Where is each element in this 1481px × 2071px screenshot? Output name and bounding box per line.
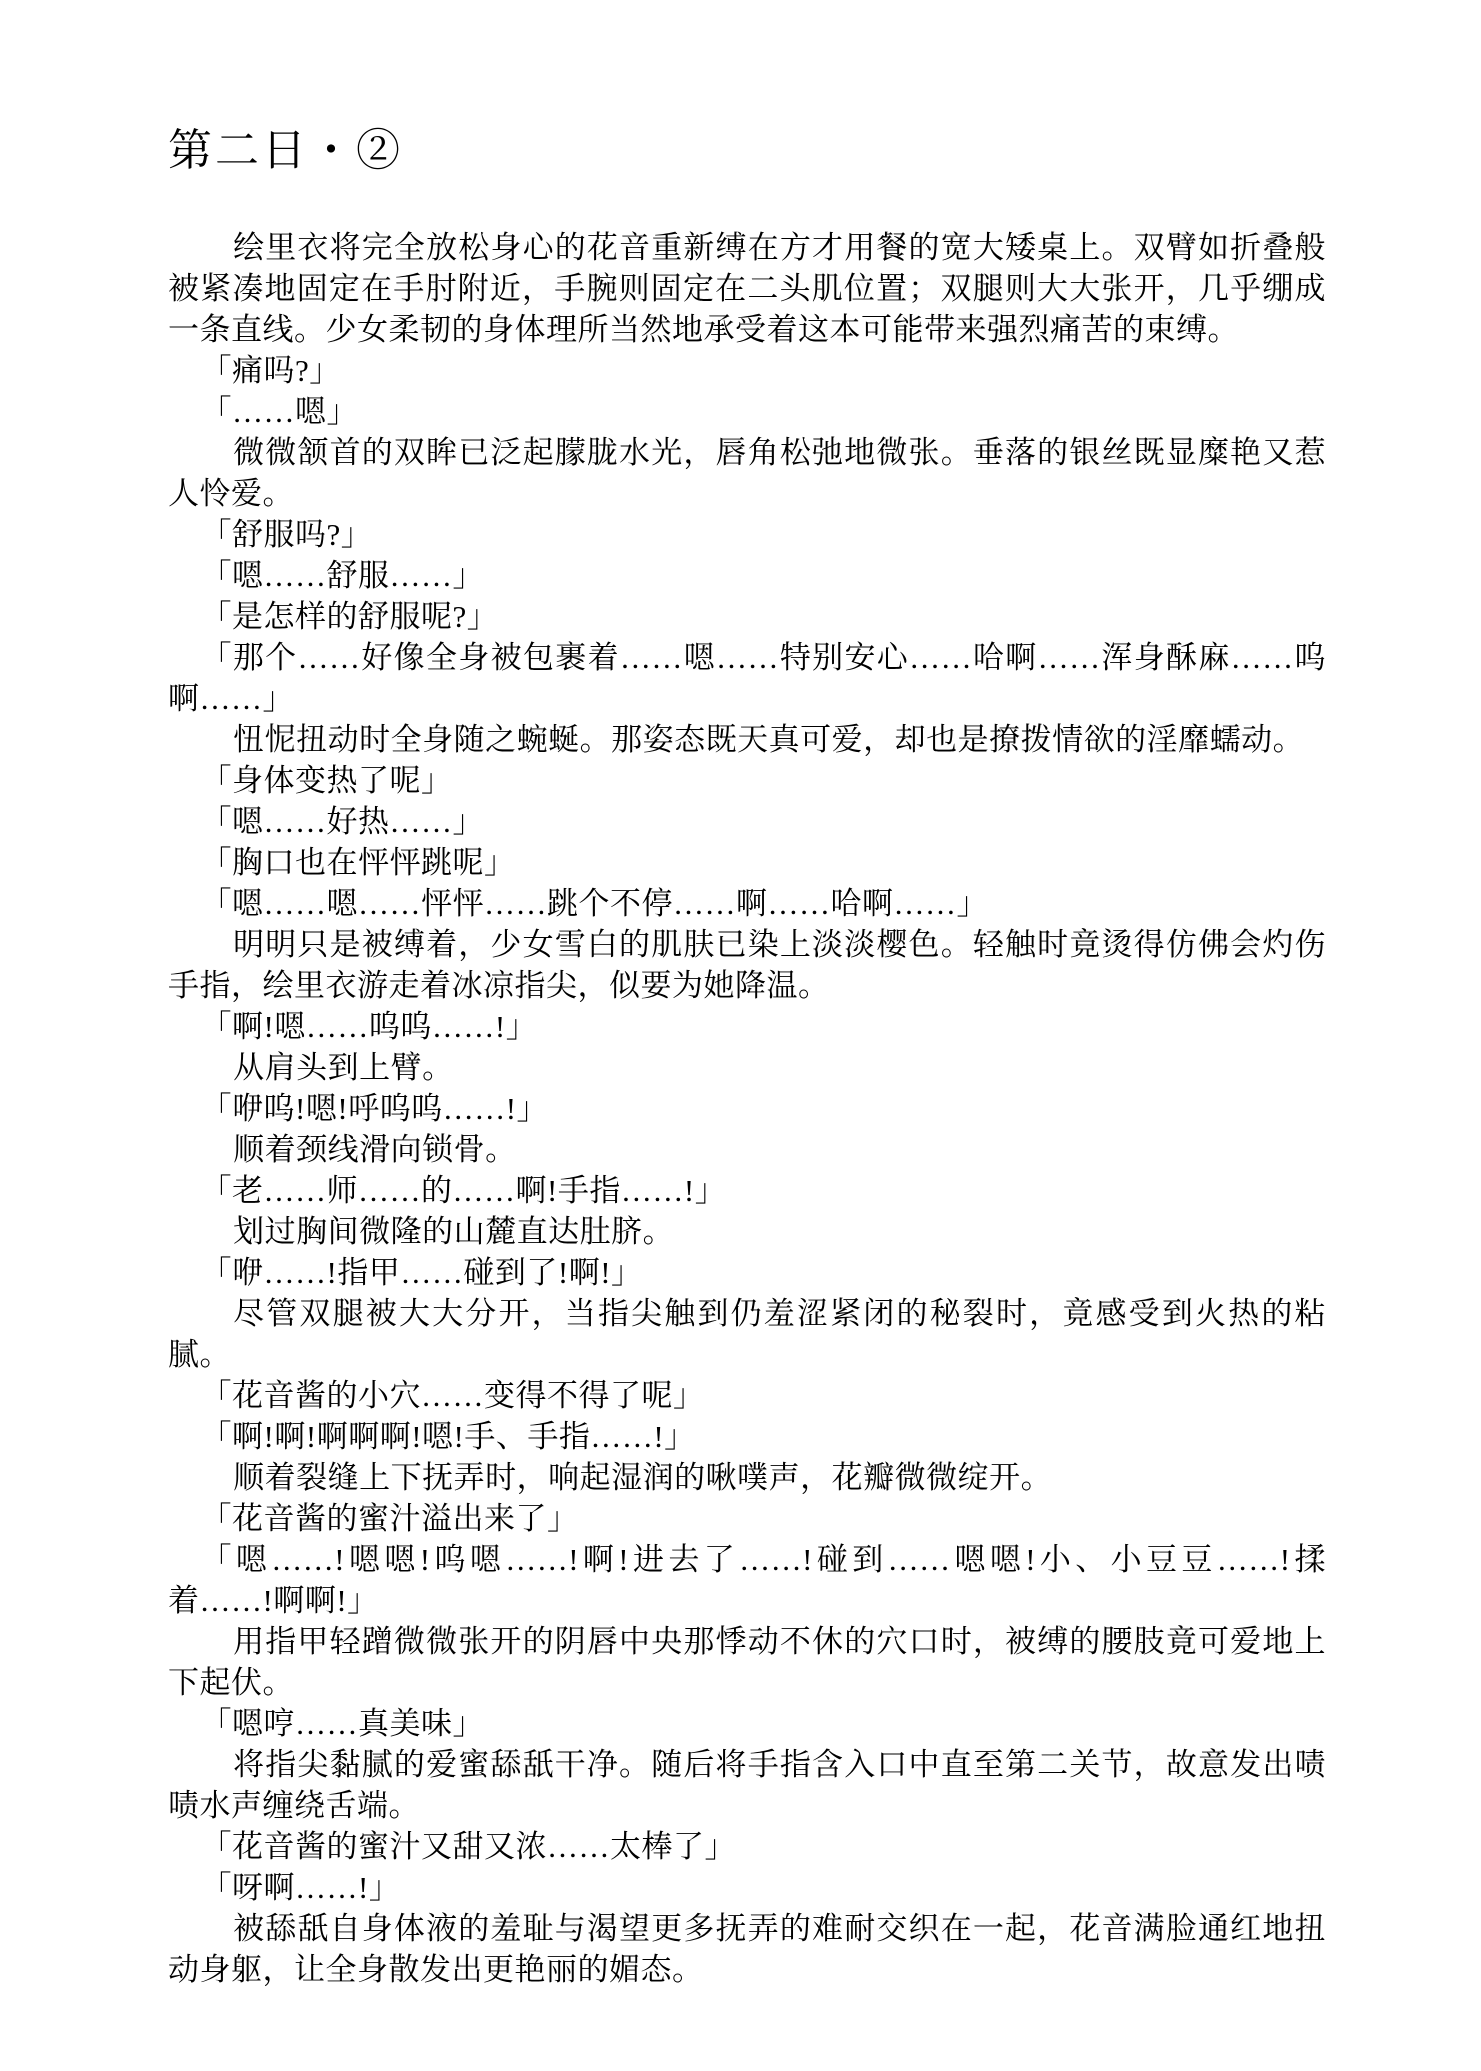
page-body	[168, 227, 1326, 1990]
dialogue-line: 「啊!嗯……呜呜……!」	[200, 1008, 538, 1044]
narration-paragraph: 将指尖黏腻的爱蜜舔舐干净。随后将手指含入口中直至第二关节，故意发出啧啧水声缠绕舌端。	[168, 1746, 1326, 1823]
narration-paragraph: 从肩头到上臂。	[233, 1049, 454, 1085]
chapter-title: 第二日・②	[168, 126, 403, 175]
narration-paragraph: 忸怩扭动时全身随之蜿蜒。那姿态既天真可爱，却也是撩拨情欲的淫靡蠕动。	[233, 721, 1305, 757]
dialogue-line: 「花音酱的小穴……变得不得了呢」	[200, 1377, 705, 1413]
narration-paragraph: 绘里衣将完全放松身心的花音重新缚在方才用餐的宽大矮桌上。双臂如折叠般被紧凑地固定在手肘附近，手腕则固定在二头肌位置；双腿则大大张开，几乎绷成一条直线。少女柔韧的身体理所当然地承受着这本可能带来强烈痛苦的束缚。	[168, 229, 1326, 347]
narration-paragraph: 被舔舐自身体液的羞耻与渴望更多抚弄的难耐交织在一起，花音满脸通红地扭动身躯，让全身散发出更艳丽的媚态。	[168, 1910, 1326, 1987]
dialogue-line: 「舒服吗?」	[200, 516, 373, 552]
dialogue-line: 「咿……!指甲……碰到了!啊!」	[200, 1254, 643, 1290]
narration-paragraph: 尽管双腿被大大分开，当指尖触到仍羞涩紧闭的秘裂时，竟感受到火热的粘腻。	[168, 1295, 1326, 1372]
dialogue-line: 「胸口也在怦怦跳呢」	[200, 844, 516, 880]
dialogue-line: 「花音酱的蜜汁又甜又浓……太棒了」	[200, 1828, 737, 1864]
dialogue-line: 「花音酱的蜜汁溢出来了」	[200, 1500, 579, 1536]
narration-paragraph: 用指甲轻蹭微微张开的阴唇中央那悸动不休的穴口时，被缚的腰肢竟可爱地上下起伏。	[168, 1623, 1326, 1700]
dialogue-line: 「嗯……好热……」	[200, 803, 485, 839]
narration-paragraph: 顺着颈线滑向锁骨。	[233, 1131, 517, 1167]
dialogue-line: 「是怎样的舒服呢?」	[200, 598, 499, 634]
dialogue-line: 「嗯……舒服……」	[200, 557, 485, 593]
dialogue-line: 「身体变热了呢」	[200, 762, 453, 798]
dialogue-line: 「那个……好像全身被包裹着……嗯……特别安心……哈啊……浑身酥麻……呜啊……」	[168, 639, 1326, 716]
dialogue-line: 「嗯……嗯……怦怦……跳个不停……啊……哈啊……」	[200, 885, 989, 921]
dialogue-line: 「嗯哼……真美味」	[200, 1705, 485, 1741]
narration-paragraph: 微微颔首的双眸已泛起朦胧水光，唇角松弛地微张。垂落的银丝既显糜艳又惹人怜爱。	[168, 434, 1326, 511]
dialogue-line: 「老……师……的……啊!手指……!」	[200, 1172, 727, 1208]
narration-paragraph: 顺着裂缝上下抚弄时，响起湿润的啾噗声，花瓣微微绽开。	[233, 1459, 1053, 1495]
narration-paragraph: 划过胸间微隆的山麓直达肚脐。	[233, 1213, 675, 1249]
dialogue-line: 「痛吗?」	[200, 352, 341, 388]
dialogue-line: 「……嗯」	[200, 393, 359, 429]
dialogue-line: 「呀啊……!」	[200, 1869, 401, 1905]
dialogue-line: 「嗯……!嗯嗯!呜嗯……!啊!进去了……!碰到……嗯嗯!小、小豆豆……!揉着……!啊啊!」	[168, 1541, 1326, 1618]
dialogue-line: 「咿呜!嗯!呼呜呜……!」	[200, 1090, 549, 1126]
dialogue-line: 「啊!啊!啊啊啊!嗯!手、手指……!」	[200, 1418, 696, 1454]
narration-paragraph: 明明只是被缚着，少女雪白的肌肤已染上淡淡樱色。轻触时竟烫得仿佛会灼伤手指，绘里衣游走着冰凉指尖，似要为她降温。	[168, 926, 1326, 1003]
